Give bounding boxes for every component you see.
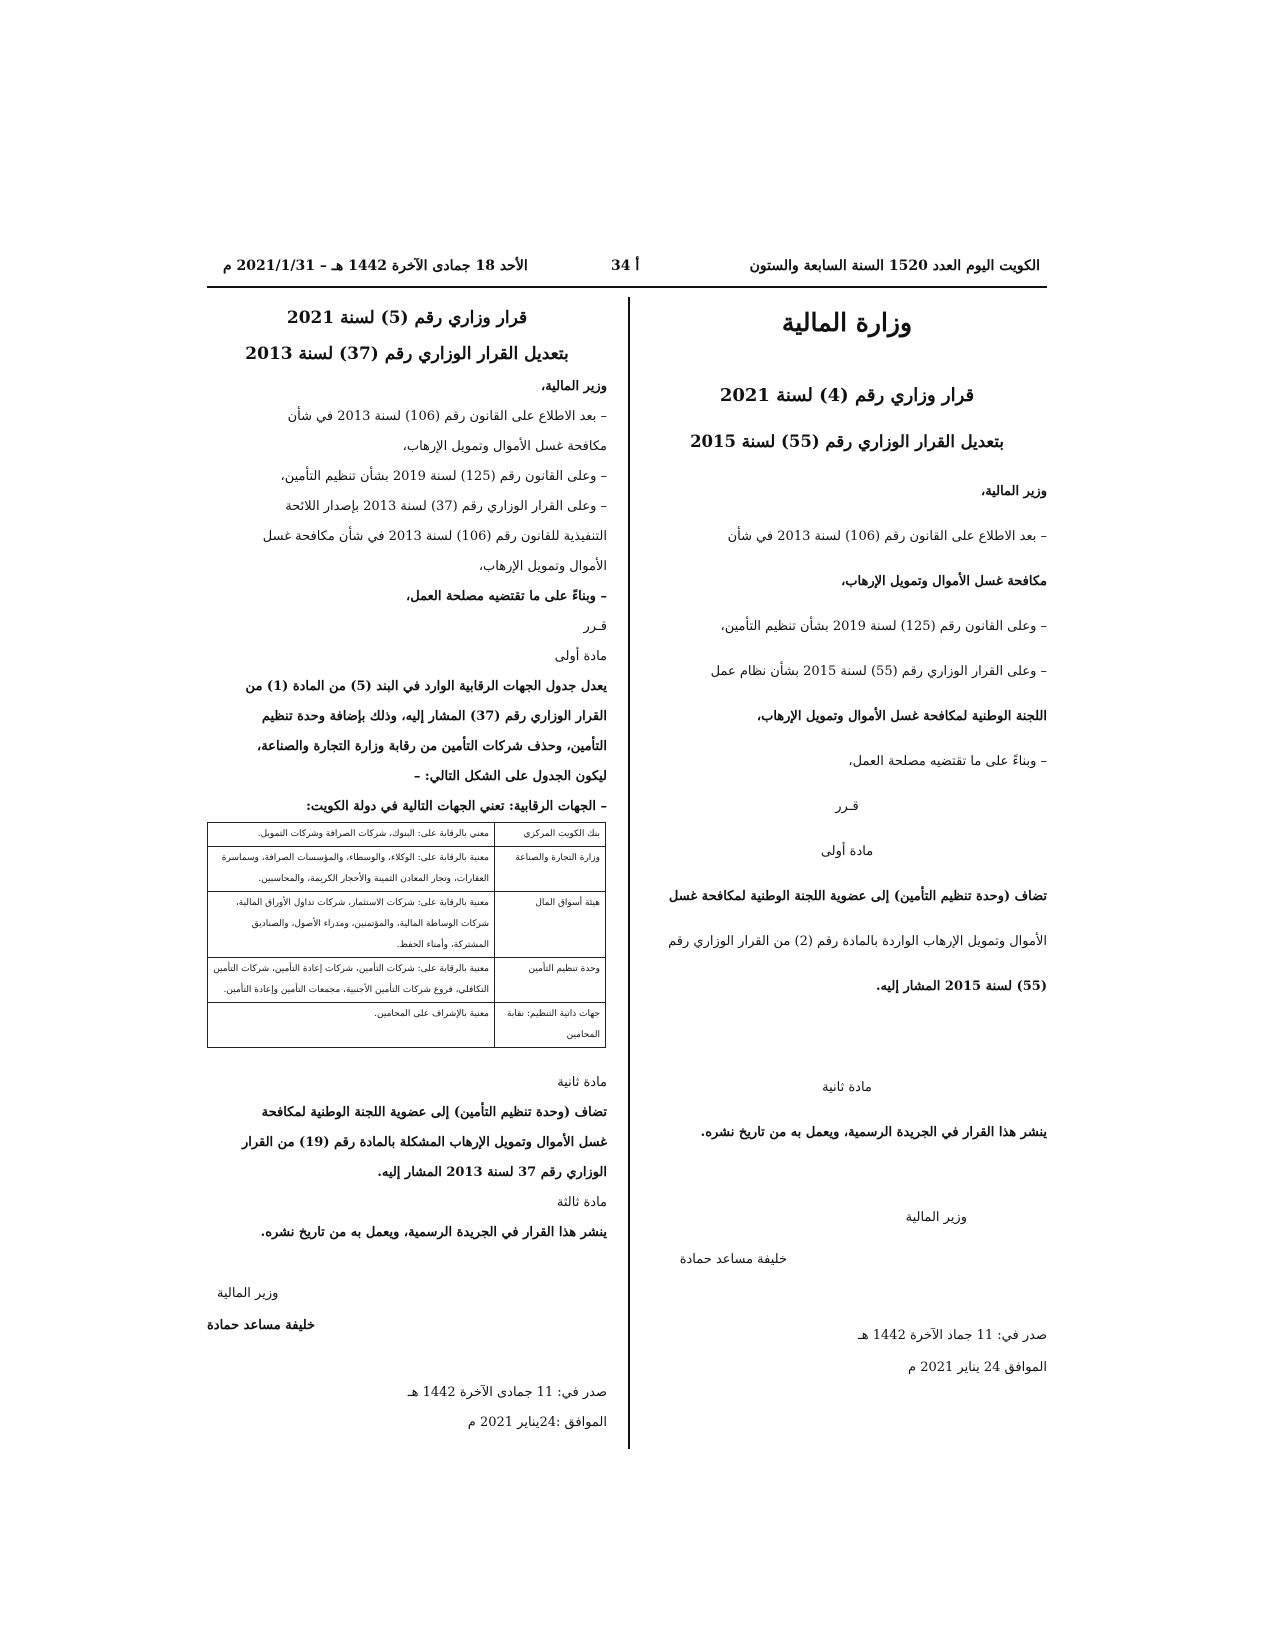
preamble-clause: – وبناءً على ما تقتضيه مصلحة العمل، xyxy=(406,589,607,604)
authority-cell: وحدة تنظيم التأمين xyxy=(495,958,606,1003)
article-heading: مادة ثالثة xyxy=(556,1195,607,1210)
minister-intro: وزير المالية، xyxy=(981,484,1047,499)
scope-cell: معنية بالرقابة على: شركات الاستثمار، شركات تداول الأوراق المالية، شركات الوساطة المالية، والمؤتمنين، ومدراء الأصول، والصناديق المشتركة، وأمناء الحفظ. xyxy=(208,892,495,958)
decided-heading: قـرر xyxy=(835,799,859,814)
signature-name: خليفة مساعد حمادة xyxy=(679,1252,787,1267)
preamble-clause: – وعلى القانون رقم (125) لسنة 2019 بشأن تنظيم التأمين، xyxy=(720,619,1047,634)
table-row xyxy=(208,892,606,958)
preamble-clause: – بعد الاطلاع على القانون رقم (106) لسنة 2013 في شأن xyxy=(727,529,1047,544)
corresponding-date: الموافق :24يناير 2021 م xyxy=(467,1415,607,1430)
preamble-clause: مكافحة غسل الأموال وتمويل الإرهاب، xyxy=(841,574,1047,589)
decision-5-continued xyxy=(207,1068,607,1438)
header-page-number: أ 34 xyxy=(611,258,640,274)
table-row xyxy=(208,823,606,847)
table-row xyxy=(208,1003,606,1048)
decision-5-subtitle: بتعديل القرار الوزاري رقم (37) لسنة 2013 xyxy=(245,344,569,364)
signature-title: وزير المالية xyxy=(905,1210,967,1225)
preamble-clause: مكافحة غسل الأموال وتمويل الإرهاب، xyxy=(402,439,607,454)
article-heading: مادة ثانية xyxy=(822,1080,872,1095)
article-heading: مادة أولى xyxy=(820,844,874,859)
scope-cell: معنية بالرقابة على: الوكلاء، والوسطاء، والمؤسسات الصرافة، وسماسرة العقارات، وتجار المعادن الثمينة والأحجار الكريمة، والمحاسبين. xyxy=(208,847,495,892)
article-heading: مادة أولى xyxy=(554,649,607,664)
preamble-clause: – بعد الاطلاع على القانون رقم (106) لسنة 2013 في شأن xyxy=(287,409,607,424)
decision-5-title: قرار وزاري رقم (5) لسنة 2021 xyxy=(286,308,528,328)
preamble-clause: – وعلى القانون رقم (125) لسنة 2019 بشأن تنظيم التأمين، xyxy=(280,469,607,484)
article-text: (55) لسنة 2015 المشار إليه. xyxy=(875,979,1047,994)
page-header xyxy=(223,258,1040,280)
article-heading: مادة ثانية xyxy=(557,1075,607,1090)
article-text: يعدل جدول الجهات الرقابية الوارد في البند (5) من المادة (1) من xyxy=(245,679,607,694)
article-text: الوزاري رقم 37 لسنة 2013 المشار إليه. xyxy=(377,1165,607,1180)
column-divider xyxy=(628,297,630,1449)
scope-cell: معني بالرقابة على: البنوك، شركات الصرافة وشركات التمويل. xyxy=(208,823,495,847)
header-issue: الكويت اليوم العدد 1520 السنة السابعة والستون xyxy=(749,258,1040,274)
issue-date: صدر في: 11 جمادى الآخرة 1442 هـ xyxy=(407,1385,607,1400)
article-text: التأمين، وحذف شركات التأمين من رقابة وزارة التجارة والصناعة، xyxy=(257,739,607,754)
authority-cell: هيئة أسواق المال xyxy=(495,892,606,958)
preamble-clause: – وبناءً على ما تقتضيه مصلحة العمل، xyxy=(848,754,1047,769)
preamble-clause: اللجنة الوطنية لمكافحة غسل الأموال وتمويل الإرهاب، xyxy=(756,709,1047,724)
minister-intro: وزير المالية، xyxy=(541,379,607,394)
table-row xyxy=(208,847,606,892)
article-text: غسل الأموال وتمويل الإرهاب المشكلة بالمادة رقم (19) من القرار xyxy=(241,1135,607,1150)
scope-cell: معنية بالرقابة على: شركات التأمين، شركات إعادة التأمين، شركات التأمين التكافلي، فروع شركات التأمين الأجنبية، مجمعات التأمين وإعادة التأمين. xyxy=(208,958,495,1003)
preamble-clause: التنفيذية للقانون رقم (106) لسنة 2013 في شأن مكافحة غسل xyxy=(262,529,607,544)
article-text: تضاف (وحدة تنظيم التأمين) إلى عضوية اللجنة الوطنية لمكافحة xyxy=(261,1105,607,1120)
signature-name: خليفة مساعد حمادة xyxy=(207,1318,316,1333)
signature-title: وزير المالية xyxy=(217,1286,279,1301)
article-text: الأموال وتمويل الإرهاب الواردة بالمادة رقم (2) من القرار الوزاري رقم xyxy=(668,934,1047,949)
scope-cell: معنية بالإشراف على المحامين. xyxy=(208,1003,495,1048)
decision-5-column xyxy=(207,300,607,822)
preamble-clause: – وعلى القرار الوزاري رقم (37) لسنة 2013 بإصدار اللائحة xyxy=(285,499,607,514)
decision-4-title: قرار وزاري رقم (4) لسنة 2021 xyxy=(719,385,975,406)
authority-cell: جهات ذاتية التنظيم: نقابة المحامين xyxy=(495,1003,606,1048)
decision-4-subtitle: بتعديل القرار الوزاري رقم (55) لسنة 2015 xyxy=(690,432,1004,451)
preamble-clause: الأموال وتمويل الإرهاب، xyxy=(478,559,607,574)
table-row xyxy=(208,958,606,1003)
article-text: ليكون الجدول على الشكل التالي: – xyxy=(413,769,607,784)
issue-date: صدر في: 11 جماد الآخرة 1442 هـ xyxy=(857,1328,1047,1343)
regulatory-authorities-table xyxy=(207,822,606,1048)
header-date: الأحد 18 جمادى الآخرة 1442 هـ – 2021/1/31 م xyxy=(223,258,528,274)
article-text: القرار الوزاري رقم (37) المشار إليه، وذلك بإضافة وحدة تنظيم xyxy=(261,709,607,724)
authority-cell: بنك الكويت المركزي xyxy=(495,823,606,847)
article-text: تضاف (وحدة تنظيم التأمين) إلى عضوية اللجنة الوطنية لمكافحة غسل xyxy=(668,889,1047,904)
table-intro: – الجهات الرقابية: تعني الجهات التالية في دولة الكويت: xyxy=(306,799,607,814)
corresponding-date: الموافق 24 يناير 2021 م xyxy=(908,1360,1047,1375)
ministry-heading: وزارة المالية xyxy=(781,308,913,337)
preamble-clause: – وعلى القرار الوزاري رقم (55) لسنة 2015 بشأن نظام عمل xyxy=(710,664,1047,679)
decision-4-column xyxy=(647,300,1047,1384)
article-text: ينشر هذا القرار في الجريدة الرسمية، ويعمل به من تاريخ نشره. xyxy=(700,1125,1047,1140)
authority-cell: وزارة التجارة والصناعة xyxy=(495,847,606,892)
header-rule xyxy=(207,286,1047,288)
decided-heading: قـرر xyxy=(583,619,607,634)
article-text: ينشر هذا القرار في الجريدة الرسمية، ويعمل به من تاريخ نشره. xyxy=(260,1225,607,1240)
